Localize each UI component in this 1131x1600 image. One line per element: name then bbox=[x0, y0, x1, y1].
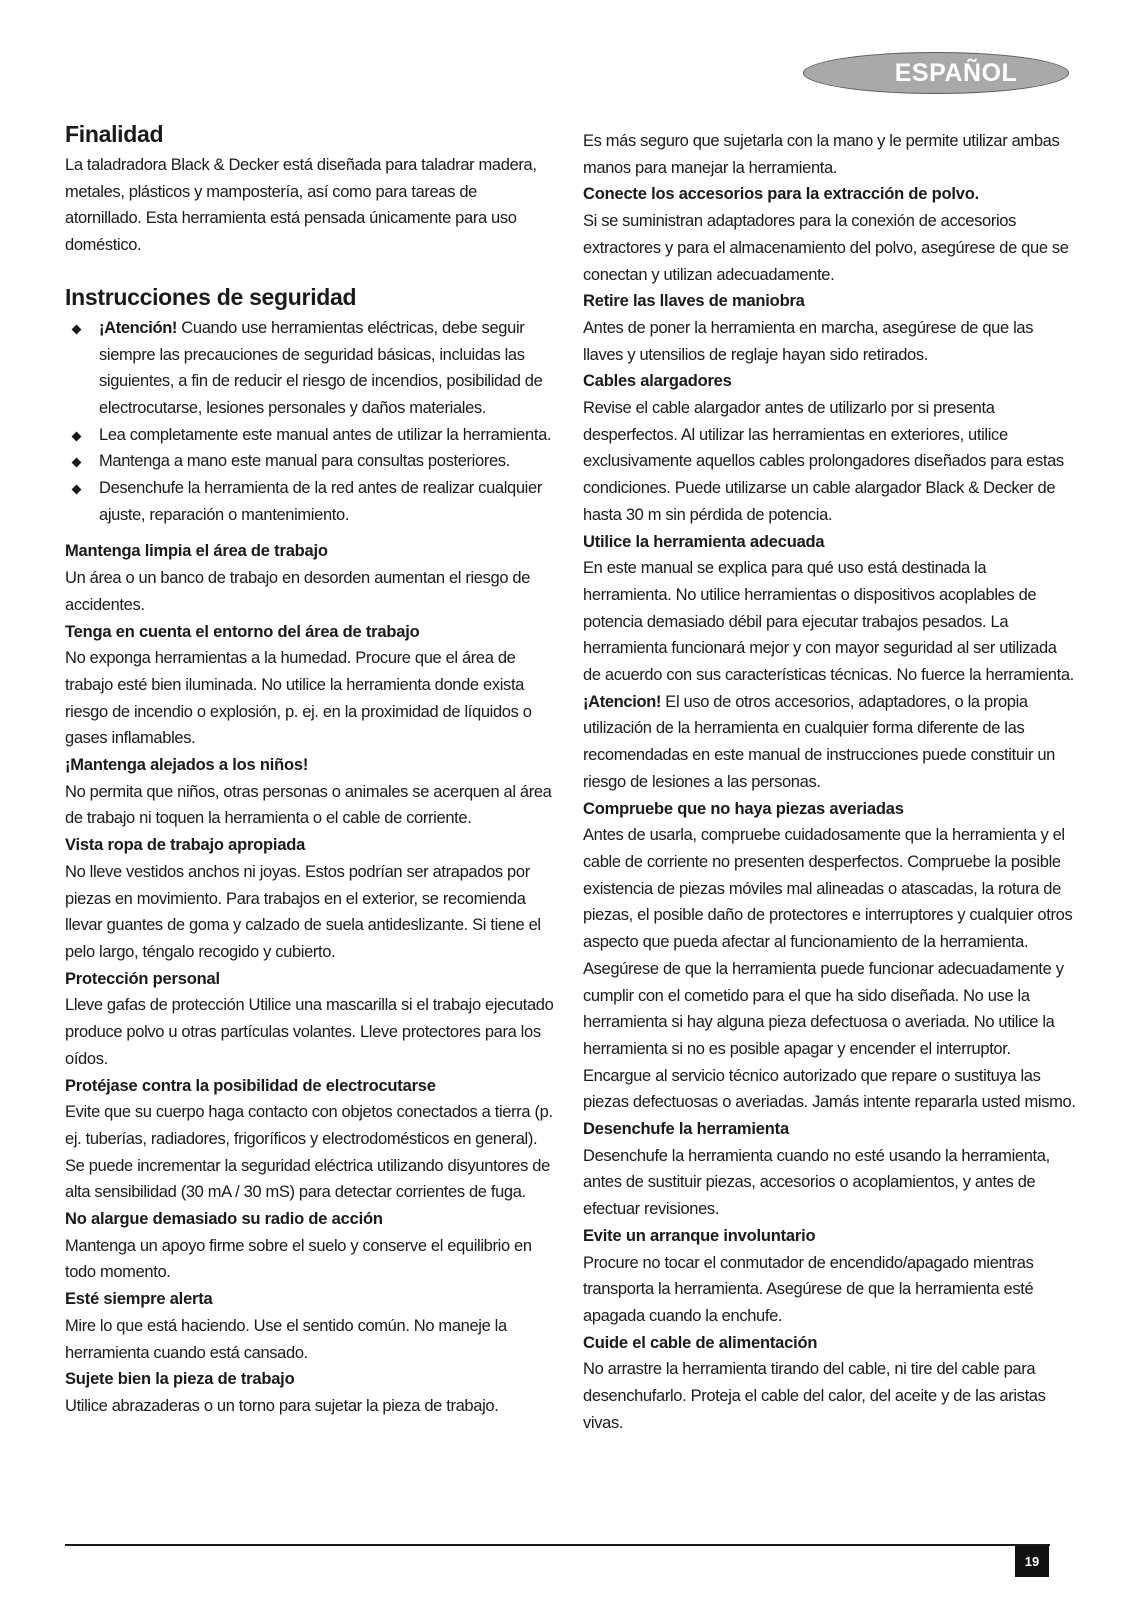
left-column bbox=[65, 120, 555, 1420]
subsection-text: Lleve gafas de protección Utilice una mascarilla si el trabajo ejecutado produce polvo u otras partículas volantes. Lleve protectores para los oídos. bbox=[65, 996, 554, 1068]
safety-bullet bbox=[65, 475, 555, 528]
subsection-heading: Utilice la herramienta adecuada bbox=[583, 532, 825, 551]
diamond-bullet-icon bbox=[72, 458, 82, 468]
subsection-heading: Sujete bien la pieza de trabajo bbox=[65, 1370, 295, 1389]
safety-bullet bbox=[65, 448, 555, 475]
right-column bbox=[583, 128, 1076, 1436]
subsection-text: Si se suministran adaptadores para la conexión de accesorios extractores y para el almacenamiento del polvo, asegúrese de que se conectan y utilizan adecuadamente. bbox=[583, 212, 1069, 284]
bullet-text: Desenchufe la herramienta de la red antes de realizar cualquier ajuste, reparación o mantenimiento. bbox=[99, 479, 542, 524]
subsection-heading: Protección personal bbox=[65, 969, 220, 988]
bullet-text: Cuando use herramientas eléctricas, debe seguir siempre las precauciones de seguridad básicas, incluidas las siguientes, a fin de reducir el riesgo de incendios, posibilidad de electrocutarse, lesiones personales y daños materiales. bbox=[99, 318, 543, 417]
subsection-text: Un área o un banco de trabajo en desorden aumentan el riesgo de accidentes. bbox=[65, 569, 531, 614]
attention-text: El uso de otros accesorios, adaptadores, o la propia utilización de la herramienta en cualquier forma diferente de las recomendadas en este manual de instrucciones puede constituir un riesgo de lesiones a las personas. bbox=[583, 692, 1055, 791]
subsection-heading: Evite un arranque involuntario bbox=[583, 1226, 816, 1245]
finalidad-text: La taladradora Black & Decker está diseñada para taladrar madera, metales, plásticos y mampostería, así como para tareas de atornillado. Esta herramienta está pensada únicamente para uso doméstico. bbox=[65, 156, 537, 255]
subsection-heading: Desenchufe la herramienta bbox=[583, 1120, 789, 1139]
subsection-heading: Vista ropa de trabajo apropiada bbox=[65, 836, 306, 855]
subsection-heading: Cables alargadores bbox=[583, 372, 732, 391]
subsection-text: Evite que su cuerpo haga contacto con objetos conectados a tierra (p. ej. tuberías, radiadores, frigoríficos y electrodomésticos en general). Se puede incrementar la seguridad eléctrica utilizando disyuntores de alta sensibilidad (30 mA / 30 mS) para detectar corrientes de fuga. bbox=[65, 1103, 553, 1202]
attention-paragraph bbox=[583, 689, 1076, 796]
diamond-bullet-icon bbox=[72, 431, 82, 441]
subsection-text: Mire lo que está haciendo. Use el sentido común. No maneje la herramienta cuando está cansado. bbox=[65, 1316, 507, 1362]
subsection-heading: ¡Mantenga alejados a los niños! bbox=[65, 756, 309, 775]
subsection-heading: Esté siempre alerta bbox=[65, 1290, 213, 1309]
subsection-heading: Protéjase contra la posibilidad de electrocutarse bbox=[65, 1076, 436, 1095]
subsection-heading: No alargue demasiado su radio de acción bbox=[65, 1210, 383, 1229]
bullet-lead: ¡Atención! bbox=[99, 318, 178, 337]
subsection-text: Procure no tocar el conmutador de encendido/apagado mientras transporta la herramienta. Asegúrese de que la herramienta esté apagada cuando la enchufe. bbox=[583, 1253, 1034, 1325]
language-label: ESPAÑOL bbox=[894, 58, 1018, 87]
subsection-text: No permita que niños, otras personas o animales se acerquen al área de trabajo ni toquen la herramienta o el cable de corriente. bbox=[65, 782, 552, 828]
safety-bullet bbox=[65, 315, 555, 422]
subsection-heading: Tenga en cuenta el entorno del área de trabajo bbox=[65, 622, 420, 641]
subsection-text: Utilice abrazaderas o un torno para sujetar la pieza de trabajo. bbox=[65, 1396, 499, 1415]
subsection-heading: Conecte los accesorios para la extracción de polvo. bbox=[583, 185, 980, 204]
subsection-text: Antes de poner la herramienta en marcha, asegúrese de que las llaves y utensilios de reglaje hayan sido retirados. bbox=[583, 318, 1034, 364]
diamond-bullet-icon bbox=[72, 324, 82, 334]
section-title-finalidad: Finalidad bbox=[65, 121, 164, 147]
footer-divider bbox=[65, 1544, 1050, 1546]
safety-bullet-list bbox=[65, 315, 555, 529]
page-number: 19 bbox=[1015, 1546, 1049, 1577]
subsection-text: Desenchufe la herramienta cuando no esté usando la herramienta, antes de sustituir piezas, accesorios o acoplamientos, y antes de efectuar revisiones. bbox=[583, 1146, 1050, 1219]
safety-bullet bbox=[65, 422, 555, 449]
subsection-text: En este manual se explica para qué uso está destinada la herramienta. No utilice herramientas o dispositivos acoplables de potencia demasiado débil para ejecutar trabajos pesados. La herramienta funcionará mejor y con mayor seguridad al ser utilizada de acuerdo con sus características técnicas. No fuerce la herramienta. bbox=[583, 559, 1074, 685]
language-badge bbox=[803, 52, 1069, 94]
subsection-heading: Retire las llaves de maniobra bbox=[583, 292, 805, 311]
subsection-heading: Compruebe que no haya piezas averiadas bbox=[583, 799, 904, 818]
subsection-heading: Mantenga limpia el área de trabajo bbox=[65, 542, 328, 561]
subsection-text: No arrastre la herramienta tirando del cable, ni tire del cable para desenchufarlo. Proteja el cable del calor, del aceite y de las aristas vivas. bbox=[583, 1360, 1046, 1432]
subsection-text: Mantenga un apoyo firme sobre el suelo y conserve el equilibrio en todo momento. bbox=[65, 1236, 532, 1282]
subsection-text: No exponga herramientas a la humedad. Procure que el área de trabajo esté bien iluminada. No utilice la herramienta donde exista riesgo de incendio o explosión, p. ej. en la proximidad de líquidos o gases inflamables. bbox=[65, 649, 532, 748]
continued-text: Es más seguro que sujetarla con la mano y le permite utilizar ambas manos para manejar la herramienta. bbox=[583, 132, 1060, 177]
subsection-text: No lleve vestidos anchos ni joyas. Estos podrían ser atrapados por piezas en movimiento. Para trabajos en el exterior, se recomienda llevar guantes de goma y calzado de suela antideslizante. Si tiene el pelo largo, téngalo recogido y cubierto. bbox=[65, 862, 541, 961]
attention-lead: ¡Atencion! bbox=[583, 692, 662, 711]
subsection-text: Revise el cable alargador antes de utilizarlo por si presenta desperfectos. Al utilizar las herramientas en exteriores, utilice exclusivamente aquellos cables prolongadores diseñados para estas condiciones. Puede utilizarse un cable alargador Black & Decker de hasta 30 m sin pérdida de potencia. bbox=[583, 399, 1064, 524]
section-title-safety: Instrucciones de seguridad bbox=[65, 283, 357, 310]
diamond-bullet-icon bbox=[72, 485, 82, 495]
bullet-text: Lea completamente este manual antes de utilizar la herramienta. bbox=[99, 425, 552, 444]
subsection-heading: Cuide el cable de alimentación bbox=[583, 1333, 818, 1352]
subsection-text: Antes de usarla, compruebe cuidadosamente que la herramienta y el cable de corriente no presenten desperfectos. Compruebe la posible existencia de piezas móviles mal alineadas o atascadas, la rotura de piezas, el posible daño de protectores e interruptores y cualquier otros aspecto que pueda afectar al funcionamiento de la herramienta. Asegúrese de que la herramienta puede funcionar adecuadamente y cumplir con el cometido para el que ha sido diseñada. No use la herramienta si hay alguna pieza defectuosa o averiada. No utilice la herramienta si no es posible apagar y encender el interruptor. Encargue al servicio técnico autorizado que repare o sustituya las piezas defectuosas o averiadas. Jamás intente repararla usted mismo. bbox=[583, 826, 1076, 1112]
bullet-text: Mantenga a mano este manual para consultas posteriores. bbox=[99, 452, 510, 471]
